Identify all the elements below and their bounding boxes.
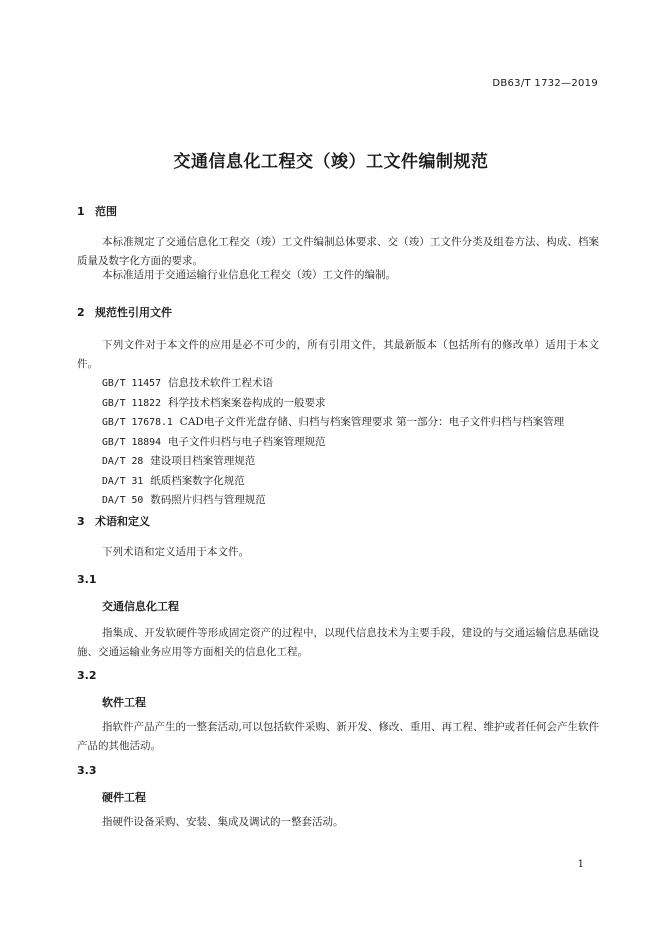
section-1-paragraph-2: 本标准适用于交通运输行业信息化工程交（竣）工文件的编制。 [102,269,396,281]
reference-item [102,491,564,511]
reference-code: DA/T 31 [102,475,144,487]
term-3-3-number: 3.3 [77,764,97,777]
term-3-1-name: 交通信息化工程 [102,600,179,613]
reference-item [102,433,564,453]
reference-item [102,374,564,394]
reference-code: DA/T 28 [102,456,144,467]
reference-title: 建设项目档案管理规范 [150,455,256,467]
reference-title: CAD电子文件光盘存储、归档与档案管理要求 第一部分：电子文件归档与档案管理 [179,416,565,428]
section-1-paragraph-1: 本标准规定了交通信息化工程交（竣）工文件编制总体要求、交（竣）工文件分类及组卷方法、构成、档案质量及数字化方面的要求。 [77,236,599,267]
section-1-heading [77,203,117,219]
reference-code: DA/T 50 [102,495,144,506]
reference-title: 科学技术档案案卷构成的一般要求 [167,396,326,409]
reference-title: 数码照片归档与管理规范 [150,494,266,506]
term-3-2-definition: 指软件产品产生的一整套活动,可以包括软件采购、新开发、修改、重用、再工程、维护或者任何会产生软件产品的其他活动。 [77,721,599,752]
page-number: 1 [577,859,584,870]
section-1-title: 范围 [95,205,117,218]
reference-title: 信息技术软件工程术语 [167,377,273,389]
section-3-number: 3 [77,515,85,528]
section-1-number: 1 [77,205,85,218]
section-3-title: 术语和定义 [95,515,150,528]
term-3-3-name: 硬件工程 [102,791,146,804]
section-2-title: 规范性引用文件 [95,306,172,319]
term-3-2-name: 软件工程 [102,696,146,709]
reference-item [102,452,564,472]
term-3-2-number: 3.2 [77,669,97,682]
reference-item [102,413,564,433]
section-2-heading [77,304,172,320]
term-3-1-number: 3.1 [77,573,97,586]
document-title: 交通信息化工程交（竣）工文件编制规范 [173,152,489,172]
term-3-1-definition: 指集成、开发软硬件等形成固定资产的过程中，以现代信息技术为主要手段，建设的与交通运输信息基础设施、交通运输业务应用等方面相关的信息化工程。 [77,627,599,658]
term-3-3-definition: 指硬件设备采购、安装、集成及调试的一整套活动。 [102,816,344,828]
normative-references-list [102,374,564,511]
section-2-intro: 下列文件对于本文件的应用是必不可少的，所有引用文件，其最新版本（包括所有的修改单）适用于本文件。 [77,339,599,370]
reference-item [102,394,564,414]
reference-title: 电子文件归档与电子档案管理规范 [167,435,326,448]
standard-code: DB63/T 1732—2019 [492,78,598,89]
section-3-heading [77,513,150,529]
reference-title: 纸质档案数字化规范 [150,474,245,487]
section-2-number: 2 [77,306,85,319]
reference-code: GB/T 17678.1 [102,417,173,428]
reference-code: GB/T 11822 [102,397,161,409]
reference-code: GB/T 11457 [102,378,161,389]
reference-item [102,472,564,492]
reference-code: GB/T 18894 [102,436,161,448]
section-3-intro: 下列术语和定义适用于本文件。 [102,546,249,558]
